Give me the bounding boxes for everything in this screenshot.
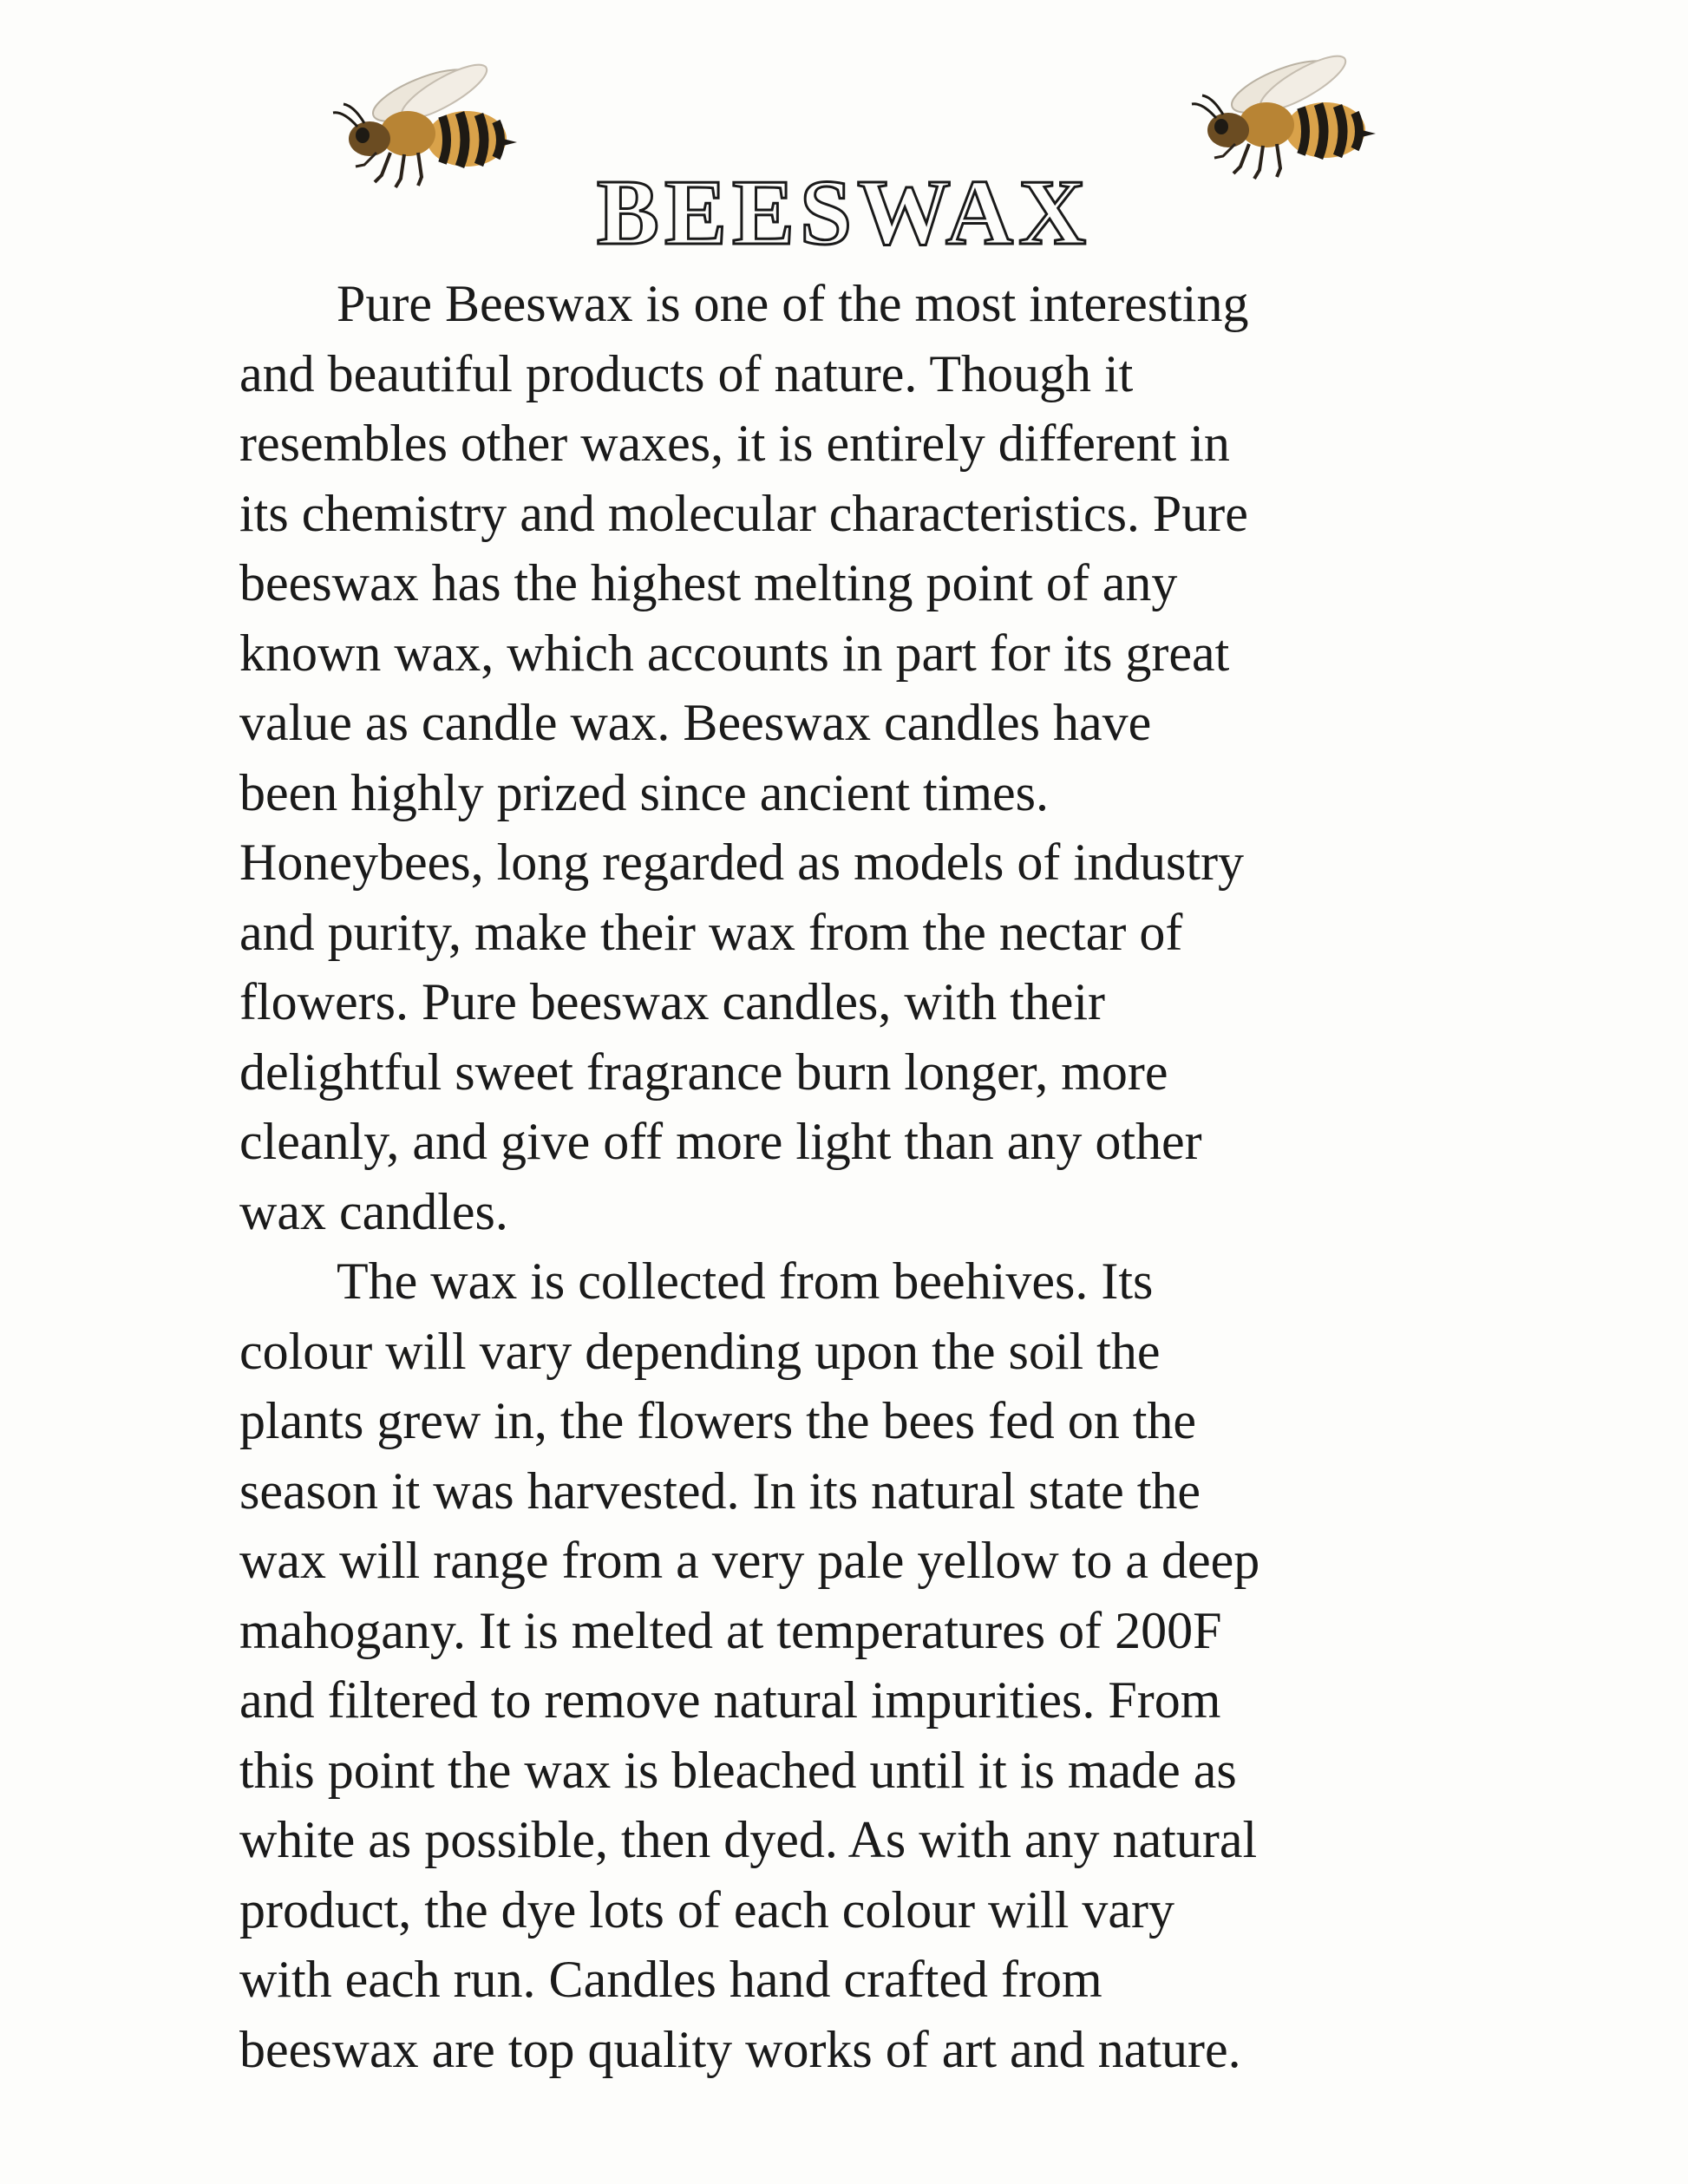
text-line: been highly prized since ancient times. [239,763,1050,821]
text-line: flowers. Pure beeswax candles, with their [239,973,1106,1030]
text-line: and purity, make their wax from the nectar of [239,903,1183,961]
text-line: mahogany. It is melted at temperatures of 200F [239,1601,1222,1659]
text-line: its chemistry and molecular characteristics. Pure [239,484,1248,542]
text-line: beeswax are top quality works of art and nature. [239,2020,1241,2078]
text-line: Honeybees, long regarded as models of industry [239,834,1245,891]
document-body [239,269,1454,2084]
text-line: known wax, which accounts in part for its great [239,624,1230,682]
text-line: Pure Beeswax is one of the most interesting [337,275,1249,332]
text-line: colour will vary depending upon the soil the [239,1322,1161,1380]
text-line: resembles other waxes, it is entirely different in [239,415,1230,472]
page-title: BEESWAX [596,161,1092,265]
text-line: and filtered to remove natural impurities. From [239,1671,1221,1729]
text-line: wax candles. [239,1182,508,1240]
text-line: beeswax has the highest melting point of any [239,554,1178,611]
text-line: season it was harvested. In its natural state the [239,1461,1201,1520]
honeybee-icon [1180,54,1388,184]
text-line: white as possible, then dyed. As with any natural [239,1811,1258,1868]
text-line: and beautiful products of nature. Though it [239,344,1134,402]
text-line: wax will range from a very pale yellow to a deep [239,1532,1260,1589]
text-line: product, the dye lots of each colour will vary [239,1880,1175,1939]
text-line: this point the wax is bleached until it is made as [239,1741,1237,1799]
text-line: cleanly, and give off more light than any other [239,1113,1202,1170]
text-line: plants grew in, the flowers the bees fed on the [239,1392,1196,1449]
text-line: value as candle wax. Beeswax candles have [239,694,1152,751]
text-line: delightful sweet fragrance burn longer, more [239,1043,1168,1101]
text-line: The wax is collected from beehives. Its [337,1252,1154,1310]
paragraph-1 [239,269,1454,1246]
text-line: with each run. Candles hand crafted from [239,1951,1102,2008]
paragraph-2 [239,1246,1454,2084]
